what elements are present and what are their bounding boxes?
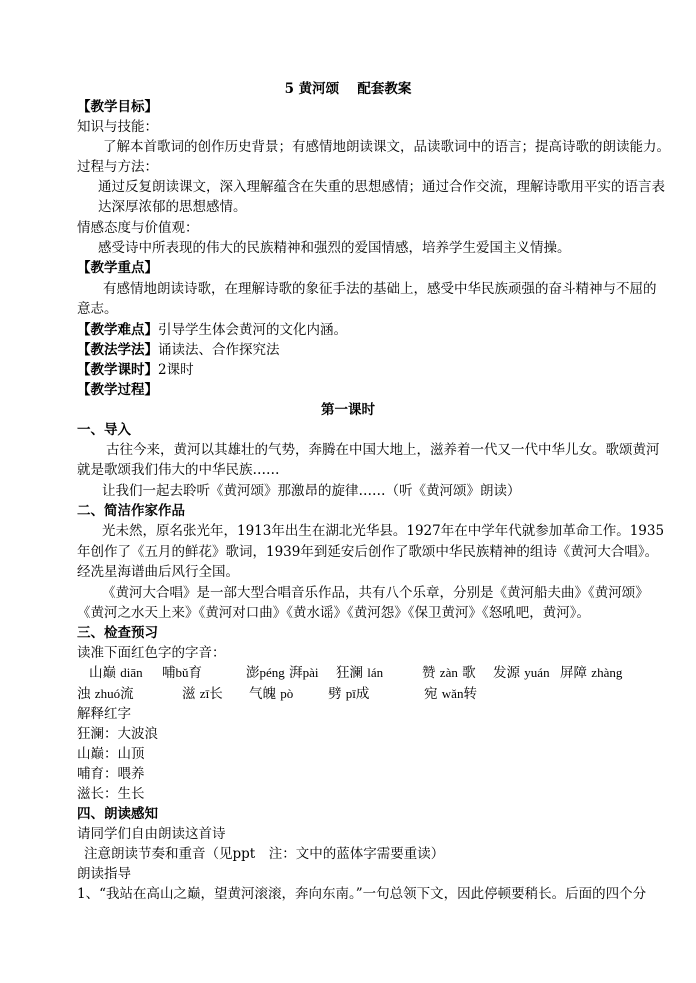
section-2-p1b: 年创作了《五月的鲜花》歌词，1939年到延安后创作了歌颂中华民族精神的组诗《黄河大合唱》。 xyxy=(77,544,659,560)
methods-line xyxy=(77,340,280,360)
methods-heading: 【教法学法】 xyxy=(77,342,158,358)
hours-line xyxy=(77,360,194,380)
key-points-text-1: 有感情地朗读诗歌，在理解诗歌的象征手法的基础上，感受中华民族顽强的奋斗精神与不屈的 xyxy=(103,281,657,297)
vocab-item: 滋 zī长 xyxy=(182,686,223,702)
process-text-2: 达深厚浓郁的思想感情。 xyxy=(98,199,247,215)
process-label: 过程与方法： xyxy=(77,159,158,175)
vocab-item: 气魄 pò xyxy=(249,686,294,702)
section-4-p1: 请同学们自由朗读这首诗 xyxy=(77,826,226,842)
attitude-text: 感受诗中所表现的伟大的民族精神和强烈的爱国情感，培养学生爱国主义情操。 xyxy=(98,240,571,256)
difficulty-heading: 【教学难点】 xyxy=(77,322,158,338)
section-2-heading: 二、简洁作家作品 xyxy=(77,503,185,519)
hours-text: 2课时 xyxy=(158,362,194,378)
vocab-item: 哺bǔ育 xyxy=(162,665,202,681)
section-2-p2b: 《黄河之水天上来》《黄河对口曲》《黄水谣》《黄河怨》《保卫黄河》《怒吼吧，黄河》。 xyxy=(77,605,590,621)
explanation-item: 滋长：生长 xyxy=(77,786,145,802)
explanation-item: 狂澜：大波浪 xyxy=(77,726,158,742)
section-2-p2a: 《黄河大合唱》是一部大型合唱音乐作品，共有八个乐章，分别是《黄河船夫曲》《黄河颂》 xyxy=(102,585,649,601)
difficulty-line xyxy=(77,320,347,340)
section-3-heading: 三、检查预习 xyxy=(77,625,158,641)
explanation-item: 山巅：山顶 xyxy=(77,746,145,762)
methods-text: 诵读法、合作探究法 xyxy=(158,342,280,358)
section-1-p1a: 古往今来，黄河以其雄壮的气势，奔腾在中国大地上，滋养着一代又一代中华儿女。歌颂黄河 xyxy=(106,442,660,458)
vocab-item: 劈 pī成 xyxy=(328,686,370,702)
page-title: 5 黄河颂 配套教案 xyxy=(284,81,412,97)
vocab-item: 山巅 diān xyxy=(89,665,143,681)
vocab-item: 狂澜 lán xyxy=(336,665,384,681)
key-points-heading: 【教学重点】 xyxy=(77,260,158,276)
explanation-item: 哺育：喂养 xyxy=(77,766,145,782)
section-3-instruction: 读准下面红色字的字音： xyxy=(77,645,226,661)
reading-guide-heading: 朗读指导 xyxy=(77,866,131,882)
first-class-title: 第一课时 xyxy=(321,402,375,418)
section-1-p2: 让我们一起去聆听《黄河颂》那激昂的旋律……（听《黄河颂》朗读） xyxy=(102,483,521,499)
attitude-label: 情感态度与价值观： xyxy=(77,220,199,236)
key-points-text-2: 意志。 xyxy=(77,301,118,317)
hours-heading: 【教学课时】 xyxy=(77,362,158,378)
vocab-item: 赞 zàn 歌 xyxy=(422,665,476,681)
goals-heading: 【教学目标】 xyxy=(77,99,158,115)
process-text-1: 通过反复朗读课文，深入理解蕴含在失重的思想感情；通过合作交流，理解诗歌用平实的语言表 xyxy=(98,179,665,195)
knowledge-text: 了解本首歌词的创作历史背景；有感情地朗读课文，品读歌词中的语言；提高诗歌的朗读能力。 xyxy=(103,139,670,155)
vocab-item: 宛 wǎn转 xyxy=(424,686,477,702)
difficulty-text: 引导学生体会黄河的文化内涵。 xyxy=(158,322,347,338)
section-2-p1c: 经冼星海谱曲后风行全国。 xyxy=(77,564,239,580)
section-1-heading: 一、导入 xyxy=(77,422,131,438)
vocab-item: 澎péng 湃pài xyxy=(246,665,319,681)
section-4-p3: 1、“我站在高山之巅，望黄河滚滚，奔向东南。”一句总领下文，因此停顿要稍长。后面的四个分 xyxy=(77,886,647,902)
vocab-item: 发源 yuán xyxy=(493,665,550,681)
vocab-item: 屏障 zhàng xyxy=(560,665,623,681)
vocab-item: 浊 zhuó流 xyxy=(77,686,134,702)
section-4-heading: 四、朗读感知 xyxy=(77,806,158,822)
section-4-p2: 注意朗读节奏和重音（见ppt 注：文中的蓝体字需要重读） xyxy=(84,846,445,862)
section-2-p1a: 光未然，原名张光年，1913年出生在湖北光华县。1927年在中学年代就参加革命工作。1935 xyxy=(102,523,665,539)
section-1-p1b: 就是歌颂我们伟大的中华民族…… xyxy=(77,462,280,478)
process-heading: 【教学过程】 xyxy=(77,382,158,398)
knowledge-label: 知识与技能： xyxy=(77,119,158,135)
explain-heading: 解释红字 xyxy=(77,706,131,722)
